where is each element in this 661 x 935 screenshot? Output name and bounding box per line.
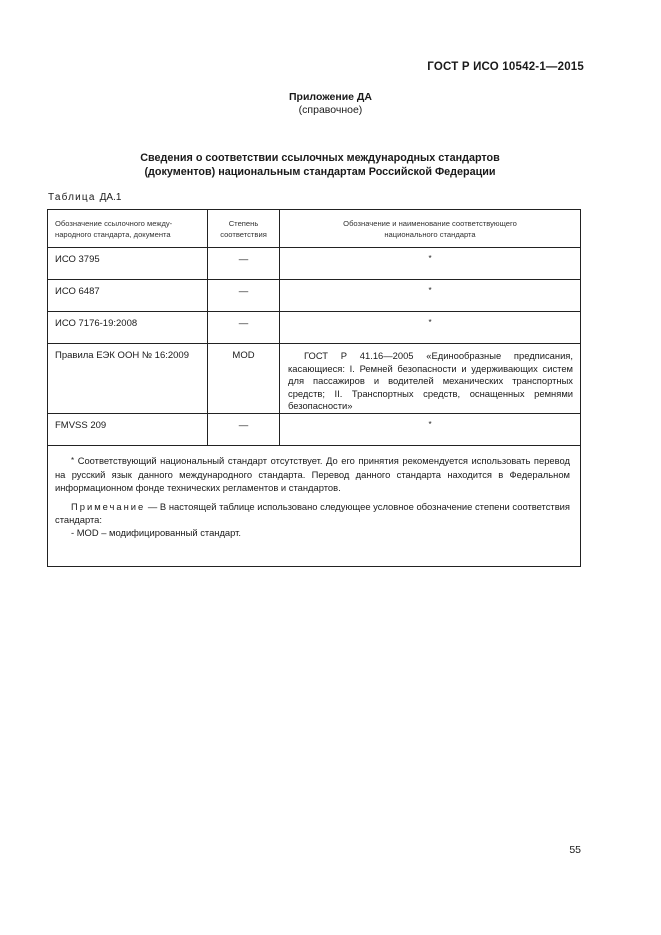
asterisk-mark: *: [428, 318, 432, 327]
page-number: 55: [569, 844, 581, 856]
cell-reference: Правила ЕЭК ООН № 16:2009: [48, 344, 208, 414]
table-row: [48, 413, 581, 445]
cell-reference: ИСО 7176-19:2008: [48, 312, 208, 344]
cell-degree: —: [208, 312, 280, 344]
table-caption-word: Таблица: [48, 192, 96, 203]
cell-national: [280, 280, 581, 312]
cell-degree: MOD: [208, 344, 280, 414]
cell-national: [280, 413, 581, 445]
section-title-line-2: (документов) национальным стандартам Российской Федерации: [144, 165, 496, 178]
cell-reference: ИСО 6487: [48, 280, 208, 312]
appendix-subtitle: (справочное): [298, 104, 363, 116]
table-caption-number: ДА.1: [99, 192, 122, 203]
header-national-standard: [280, 210, 581, 248]
note: [55, 500, 570, 526]
footnote: [55, 454, 570, 494]
table-notes: [48, 445, 581, 566]
national-standard-text: ГОСТ Р 41.16—2005 «Единообразные предписания, касающиеся: I. Ремней безопасности и удерживающих систем для пассажиров и водителей механических транспортных средств; II. Транспортных средств, оснащенных ремнями безопасности»: [288, 350, 573, 411]
table-notes-row: [48, 445, 581, 566]
note-label: Примечание: [71, 500, 146, 512]
header-reference-standard: [48, 210, 208, 248]
table-row: [48, 280, 581, 312]
appendix-heading: [0, 91, 661, 117]
cell-degree: —: [208, 413, 280, 445]
table-header-row: [48, 210, 581, 248]
header-col3-line1: Обозначение и наименование соответствующего: [343, 218, 517, 228]
header-col1-line2: народного стандарта, документа: [55, 229, 171, 239]
table-caption: [48, 192, 121, 203]
cell-reference: FMVSS 209: [48, 413, 208, 445]
cell-degree: —: [208, 280, 280, 312]
asterisk-mark: *: [428, 419, 432, 429]
cell-degree: —: [208, 248, 280, 280]
footnote-mark: *: [71, 455, 75, 465]
table-row: [48, 248, 581, 280]
header-col1-line1: Обозначение ссылочного между-: [55, 218, 173, 228]
note-text: — В настоящей таблице использовано следующее условное обозначение степени соответствия стандарта:: [55, 500, 570, 525]
note-item: - MOD – модифицированный стандарт.: [71, 526, 242, 538]
header-degree: [208, 210, 280, 248]
correspondence-table: [47, 209, 581, 567]
standard-code-header: ГОСТ Р ИСО 10542-1—2015: [427, 61, 584, 73]
table-row: [48, 312, 581, 344]
cell-reference: ИСО 3795: [48, 248, 208, 280]
appendix-title: Приложение ДА: [289, 91, 372, 103]
cell-national: [280, 344, 581, 414]
asterisk-mark: *: [428, 254, 432, 263]
header-col2-line1: Степень: [228, 218, 259, 228]
asterisk-mark: *: [428, 286, 432, 295]
cell-national: [280, 248, 581, 280]
table-row: [48, 344, 581, 414]
section-title-line-1: Сведения о соответствии ссылочных международных стандартов: [140, 152, 500, 164]
header-col2-line2: соответствия: [220, 229, 267, 239]
cell-national: [280, 312, 581, 344]
section-title: [60, 152, 580, 179]
footnote-text: Соответствующий национальный стандарт отсутствует. До его принятия рекомендуется использовать перевод на русский язык данного международного стандарта. Перевод данного стандарта находится в Федеральном информационном фонде технических регламентов и стандартов.: [55, 454, 570, 493]
header-col3-line2: национального стандарта: [384, 229, 476, 239]
